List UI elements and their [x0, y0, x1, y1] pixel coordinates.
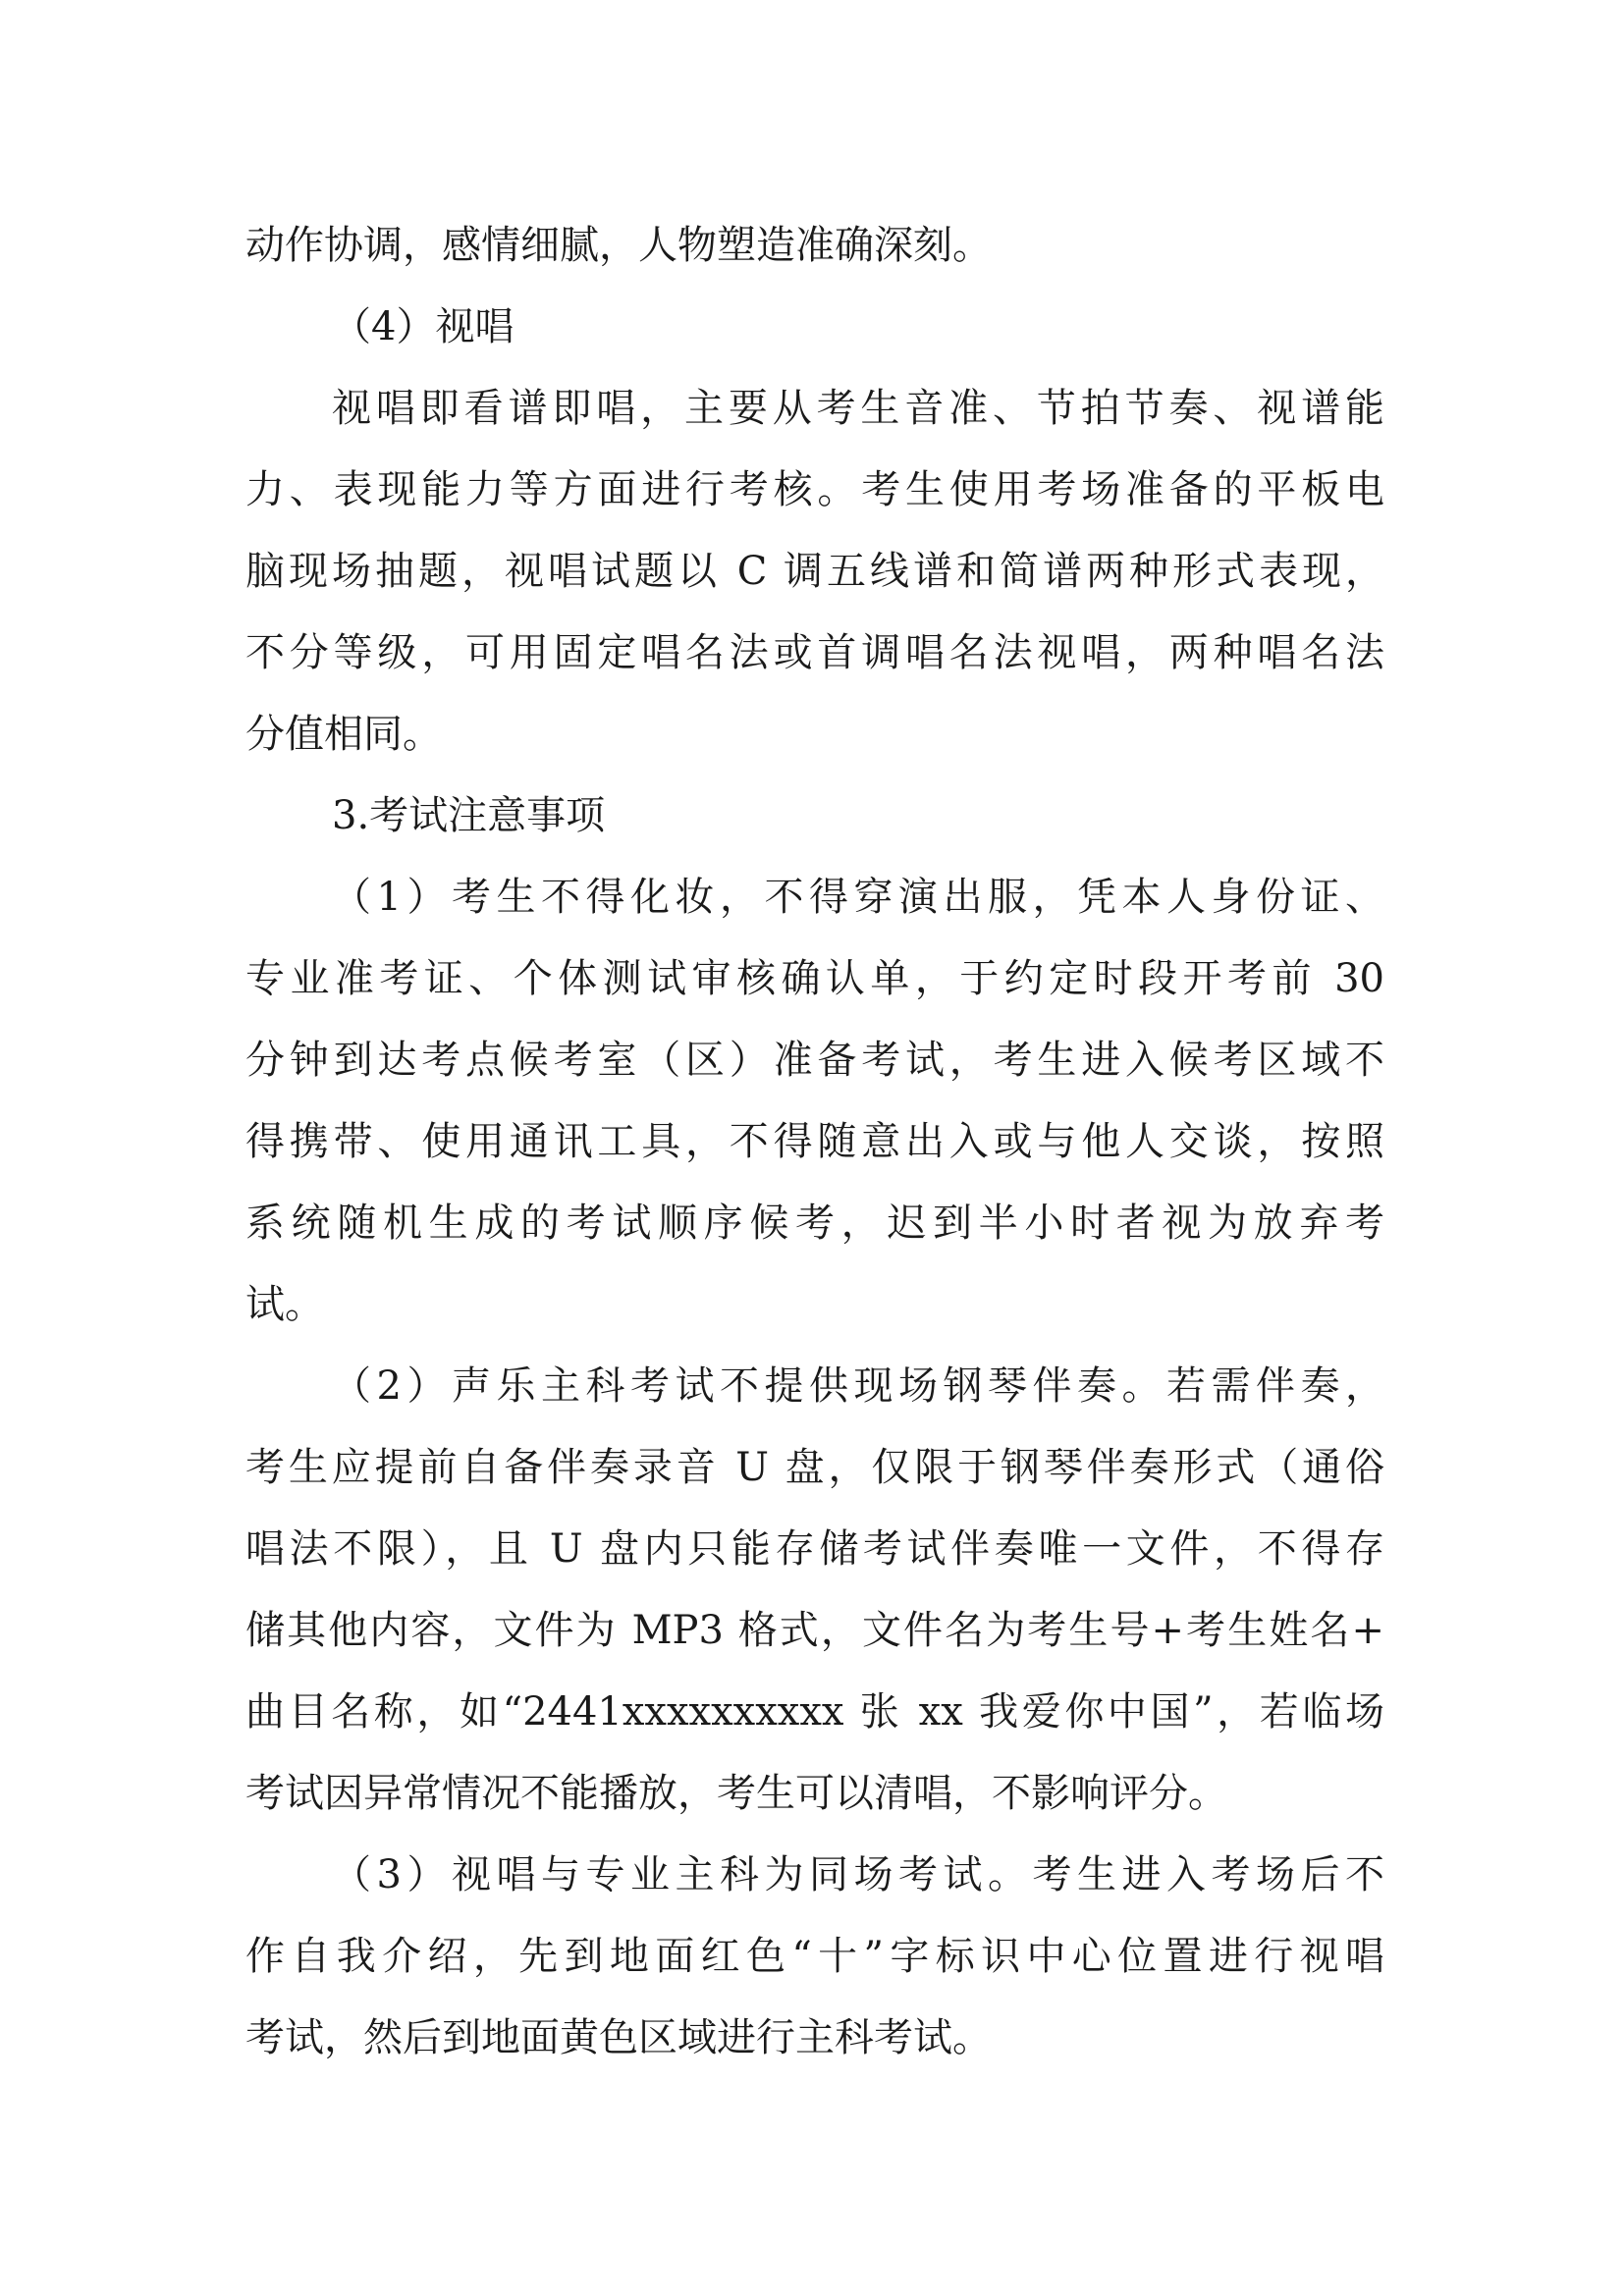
- paragraph-line: 专业准考证、个体测试审核确认单，于约定时段开考前 30: [245, 956, 1384, 1001]
- paragraph-line: 不分等级，可用固定唱名法或首调唱名法视唱，两种唱名法: [245, 630, 1384, 675]
- paragraph-line: 考试因异常情况不能播放，考生可以清唱，不影响评分。: [245, 1771, 1227, 1816]
- paragraph-line: （2）声乐主科考试不提供现场钢琴伴奏。若需伴奏，: [332, 1363, 1384, 1409]
- paragraph-line: 作自我介绍，先到地面红色“十”字标识中心位置进行视唱: [245, 1934, 1384, 1979]
- paragraph-line: 考试，然后到地面黄色区域进行主科考试。: [245, 2015, 992, 2060]
- paragraph-line: 分值相同。: [245, 712, 442, 757]
- section-heading-exam-notes: 3.考试注意事项: [332, 793, 606, 838]
- paragraph-line: 力、表现能力等方面进行考核。考生使用考场准备的平板电: [245, 467, 1384, 512]
- paragraph-line: 考生应提前自备伴奏录音 U 盘，仅限于钢琴伴奏形式（通俗: [245, 1445, 1384, 1490]
- paragraph-line: 试。: [245, 1282, 324, 1327]
- paragraph-line: 储其他内容，文件为 MP3 格式，文件名为考生号+考生姓名+: [245, 1608, 1384, 1653]
- paragraph-line: 视唱即看谱即唱，主要从考生音准、节拍节奏、视谱能: [332, 386, 1384, 431]
- paragraph-line: （1）考生不得化妆，不得穿演出服，凭本人身份证、: [332, 875, 1384, 920]
- paragraph-line: 系统随机生成的考试顺序候考，迟到半小时者视为放弃考: [245, 1201, 1384, 1246]
- section-heading-sight-singing: （4）视唱: [332, 304, 514, 349]
- paragraph-line: 分钟到达考点候考室（区）准备考试，考生进入候考区域不: [245, 1038, 1384, 1083]
- paragraph-line: 唱法不限），且 U 盘内只能存储考试伴奏唯一文件，不得存: [245, 1526, 1384, 1572]
- paragraph-line: 曲目名称，如“2441xxxxxxxxxx 张 xx 我爱你中国”，若临场: [245, 1689, 1384, 1735]
- paragraph-line: 脑现场抽题，视唱试题以 C 调五线谱和简谱两种形式表现，: [245, 549, 1384, 594]
- paragraph-line: 得携带、使用通讯工具，不得随意出入或与他人交谈，按照: [245, 1119, 1384, 1164]
- paragraph-line: 动作协调，感情细腻，人物塑造准确深刻。: [245, 223, 992, 268]
- paragraph-line: （3）视唱与专业主科为同场考试。考生进入考场后不: [332, 1852, 1384, 1897]
